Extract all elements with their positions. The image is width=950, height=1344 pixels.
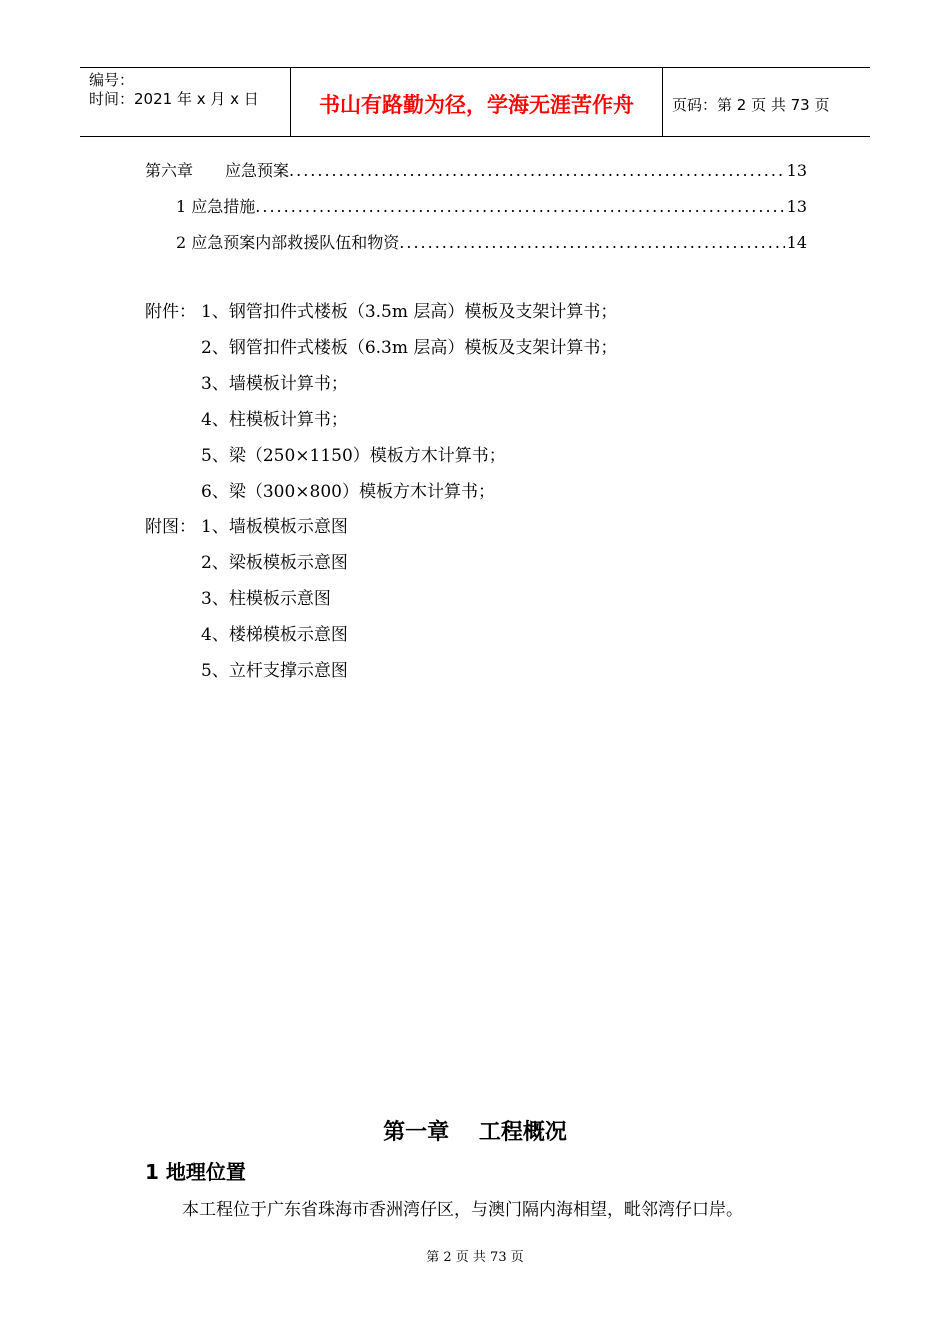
toc-entry [176,232,807,254]
toc-leader [289,160,785,182]
toc-entry [145,160,807,182]
page-footer: 第 2 页 共 73 页 [426,1250,524,1265]
header-meta-cell [80,68,291,136]
figure-item: 4、楼梯模板示意图 [201,625,348,645]
number-label: 编号： [89,71,135,89]
attachment-item: 1、钢管扣件式楼板（3.5m 层高）模板及支架计算书； [201,302,618,322]
toc-entry-page: 14 [786,233,807,252]
header-page-info: 页码：第 2 页 共 73 页 [672,95,830,114]
chapter-title: 第一章 工程概况 [383,1120,567,1145]
toc-entry [176,196,807,218]
attachment-item: 2、钢管扣件式楼板（6.3m 层高）模板及支架计算书； [201,338,618,358]
figures-label: 附图： [145,517,196,537]
attachment-item: 4、柱模板计算书； [201,410,348,430]
toc-leader [399,232,784,254]
time-label: 时间：2021 年 x 月 x 日 [89,90,259,108]
body-paragraph: 本工程位于广东省珠海市香洲湾仔区，与澳门隔内海相望，毗邻湾仔口岸。 [182,1200,743,1220]
page-header [80,67,870,137]
attachment-item: 6、梁（300×800）模板方木计算书； [201,482,495,502]
attachment-item: 3、墙模板计算书； [201,374,348,394]
toc-leader [255,196,784,218]
figure-item: 1、墙板模板示意图 [201,517,348,537]
figure-item: 2、梁板模板示意图 [201,553,348,573]
attachments-label: 附件： [145,302,196,322]
section-title: 1 地理位置 [145,1160,246,1184]
figure-item: 5、立杆支撑示意图 [201,661,348,681]
toc-entry-page: 13 [786,197,807,216]
toc-entry-label: 1 应急措施 [176,197,256,216]
attachment-item: 5、梁（250×1150）模板方木计算书； [201,446,506,466]
figure-item: 3、柱模板示意图 [201,589,331,609]
toc-entry-label: 2 应急预案内部救援队伍和物资 [176,233,400,252]
toc-entry-page: 13 [786,161,807,180]
toc-entry-label: 第六章 应急预案 [145,161,290,180]
header-motto: 书山有路勤为径，学海无涯苦作舟 [291,68,663,136]
